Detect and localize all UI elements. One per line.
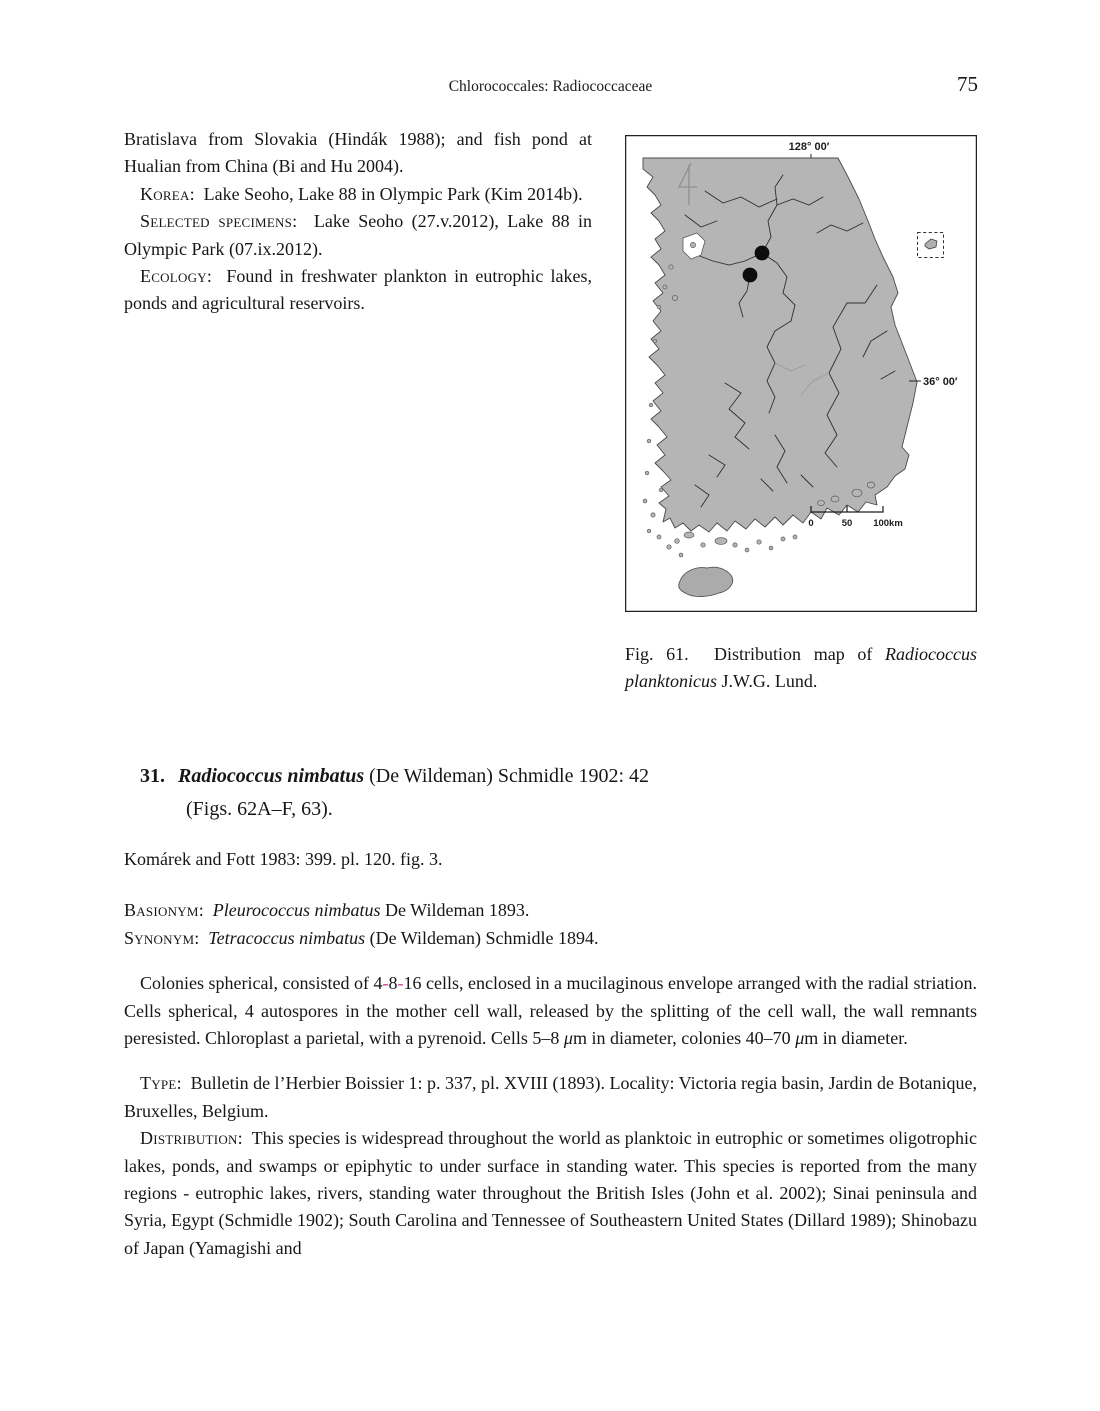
running-head: Chlorococcales: Radiococcaceae (448, 78, 653, 95)
species-heading (140, 760, 946, 825)
continuation-text: Bratislava from Slovakia (Hindák 1988); and fish pond at Hualian from China (Bi and Hu 2004). (124, 129, 592, 177)
page-number: 75 (957, 72, 978, 96)
distribution-paragraph (124, 1125, 977, 1262)
scale-label-100km: 100km (873, 518, 903, 529)
type-paragraph (124, 1070, 977, 1125)
ecology-text: : Found in freshwater plankton in eutrophic lakes, ponds and agricultural reservoirs. (124, 266, 592, 314)
selected-specimens-label: Selected specimens (140, 211, 293, 232)
description-run: 16 cells, enclosed in a mucilaginous envelope arranged with the radial striation. Cells spherical, 4 autospores in the mother cell wall, released by the splitting of the cell wall, the wall remnants peresisted. Chloroplast a parietal, with a pyrenoid. Cells 5–8 (124, 973, 977, 1049)
description-run: m in diameter. (804, 1028, 908, 1049)
caption-suffix: J.W.G. Lund. (717, 671, 818, 692)
nomenclature-block (124, 897, 977, 952)
caption-species-name: Radiococcus planktonicus (625, 644, 977, 692)
main-text-block (124, 846, 977, 1262)
ecology-paragraph (124, 263, 592, 318)
description-run: m in diameter, colonies 40–70 (572, 1028, 796, 1049)
figure-caption (625, 641, 977, 696)
ecology-label: Ecology (140, 266, 207, 287)
basionym-line (124, 897, 977, 924)
longitude-label: 128° 00′ (788, 141, 830, 153)
synonym-colon: : (194, 927, 209, 948)
basionym-authority: De Wildeman 1893. (380, 900, 530, 921)
synonym-species: Tetracoccus nimbatus (208, 927, 366, 948)
korea-text: : Lake Seoho, Lake 88 in Olympic Park (Kim 2014b). (189, 183, 583, 204)
species-number: 31. (140, 765, 165, 787)
basionym-colon: : (198, 900, 213, 921)
species-figs-reference: (Figs. 62A–F, 63). (186, 797, 333, 820)
distribution-text: : This species is widespread throughout the world as planktoic in eutrophic or sometimes oligotrophic lakes, ponds, and swamps or epiphytic to under surface in standing water. This species is reported from the many regions - eutrophic lakes, rivers, standing water throughout the British Isles (John et al. 2002); Sinai peninsula and Syria, Egypt (Schmidle 1902); South Carolina and Tennessee of Southeastern United States (Dillard 1989); Shinobazu of Japan (Yamagishi and (124, 1128, 977, 1258)
bay-islet (690, 242, 695, 247)
korea-label: Korea (140, 183, 190, 204)
description-run: 8 (388, 973, 398, 994)
mu-symbol: μ (795, 1028, 805, 1049)
synonym-label: Synonym (124, 927, 195, 948)
type-label: Type (140, 1073, 177, 1094)
locality-dot-lake-seoho (743, 268, 758, 283)
description-paragraph (124, 970, 977, 1052)
synonym-line (124, 925, 977, 952)
synonym-authority: (De Wildeman) Schmidle 1894. (365, 927, 599, 948)
distribution-label: Distribution (140, 1128, 238, 1149)
latitude-label: 36° 00′ (923, 376, 958, 388)
literature-reference: Komárek and Fott 1983: 399. pl. 120. fig. 3. (124, 849, 443, 869)
basionym-label: Basionym (124, 900, 199, 921)
basionym-species: Pleurococcus nimbatus (212, 900, 381, 921)
type-text: : Bulletin de l’Herbier Boissier 1: p. 337, pl. XVIII (1893). Locality: Victoria regia basin, Jardin de Botanique, Bruxelles, Belgium. (124, 1073, 977, 1121)
selected-specimens-text: : Lake Seoho (27.v.2012), Lake 88 in Olympic Park (07.ix.2012). (124, 211, 592, 259)
pink-hyphen: - (397, 973, 404, 994)
caption-prefix: Fig. 61. Distribution map of (625, 644, 886, 664)
locality-dot-lake-88 (755, 246, 770, 261)
pink-hyphen: - (382, 973, 389, 994)
selected-specimens-paragraph (124, 208, 592, 263)
description-run: Colonies spherical, consisted of 4 (140, 973, 383, 994)
species-authority: (De Wildeman) Schmidle 1902: 42 (364, 765, 650, 787)
continuation-paragraph (124, 126, 592, 181)
mu-symbol: μ (563, 1028, 573, 1049)
scale-label-50: 50 (841, 518, 853, 529)
figure-61 (625, 135, 977, 696)
distribution-map (625, 135, 977, 612)
left-column (124, 126, 592, 318)
species-name: Radiococcus nimbatus (178, 765, 365, 787)
scale-label-0: 0 (808, 518, 814, 529)
korea-paragraph (124, 181, 592, 208)
